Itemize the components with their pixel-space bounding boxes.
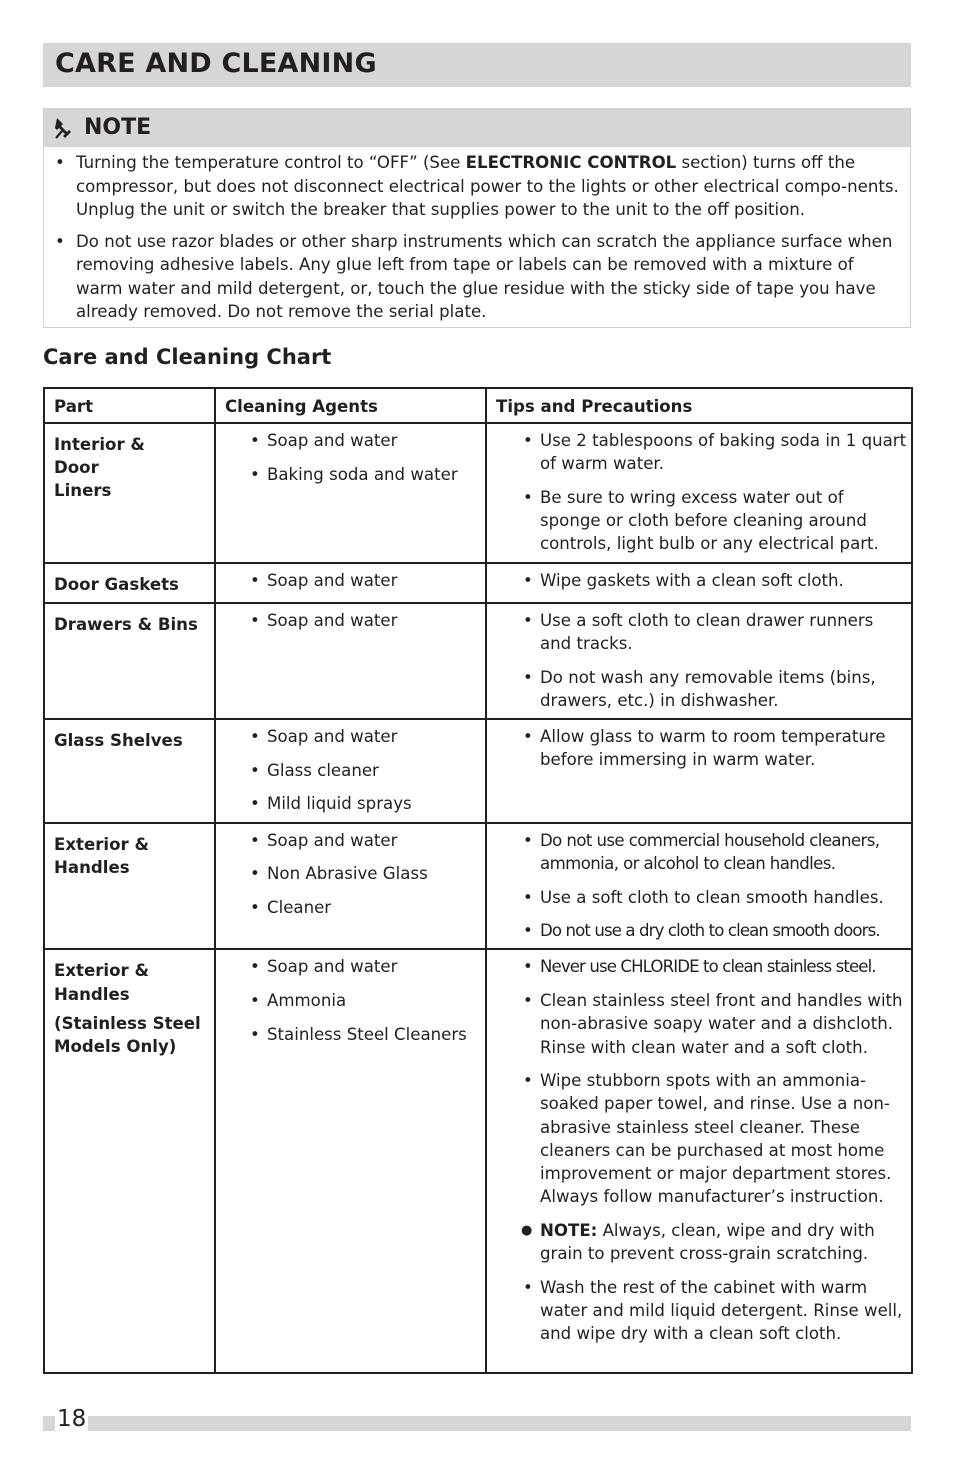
list-item: • Soap and water [245, 609, 481, 632]
table-row [44, 823, 912, 950]
table-row [44, 949, 912, 1373]
list-item: • Mild liquid sprays [245, 792, 481, 815]
list-item: ● NOTE: Always, clean, wipe and dry with grain to prevent cross-grain scratching. [518, 1219, 907, 1265]
list-item: • Wipe stubborn spots with an ammonia-soaked paper towel, and rinse. Use a non-abrasive stainless steel cleaner. These cleaners can be purchased at most home improvement or major department stores. Always follow manufacturer’s instruction. [518, 1069, 907, 1208]
list-item: • Use a soft cloth to clean drawer runners and tracks. [518, 609, 907, 655]
list-item: • Do not use a dry cloth to clean smooth doors. [518, 919, 907, 942]
agents-cell [215, 603, 486, 719]
tips-cell [486, 719, 912, 823]
list-item: • Non Abrasive Glass [245, 862, 481, 885]
list-item: • Do not wash any removable items (bins, drawers, etc.) in dishwasher. [518, 666, 907, 712]
note-header [44, 109, 910, 147]
list-item: • Baking soda and water [245, 463, 481, 486]
agents-cell [215, 823, 486, 950]
list-item: • Allow glass to warm to room temperature before immersing in warm water. [518, 725, 907, 771]
section-title-bar [43, 43, 911, 87]
table-header-row [44, 388, 912, 423]
part-cell: Drawers & Bins [44, 603, 215, 719]
pushpin-icon [54, 116, 74, 140]
list-item: • Glass cleaner [245, 759, 481, 782]
list-item: • Cleaner [245, 896, 481, 919]
page-number: 18 [57, 1406, 87, 1432]
list-item: • Use 2 tablespoons of baking soda in 1 quart of warm water. [518, 429, 907, 475]
note-item: • Do not use razor blades or other sharp instruments which can scratch the appliance surface when removing adhesive labels. Any glue left from tape or labels can be removed with a mixture of warm water and mild detergent, or, touch the glue residue with the sticky side of tape you have already removed. Do not remove the serial plate. [44, 230, 910, 324]
list-item: • Be sure to wring excess water out of sponge or cloth before cleaning around controls, light bulb or any electrical part. [518, 486, 907, 556]
part-cell: Interior & Door Liners [44, 423, 215, 563]
page-title: CARE AND CLEANING [55, 48, 377, 79]
part-cell: Exterior & Handles (Stainless Steel Models Only) [44, 949, 215, 1373]
list-item: • Never use CHLORIDE to clean stainless steel. [518, 955, 907, 978]
table-row [44, 423, 912, 563]
column-header-tips: Tips and Precautions [486, 388, 912, 423]
list-item: • Ammonia [245, 989, 481, 1012]
list-item: • Wipe gaskets with a clean soft cloth. [518, 569, 907, 592]
list-item: • Stainless Steel Cleaners [245, 1023, 481, 1046]
note-item: • Turning the temperature control to “OFF” (See ELECTRONIC CONTROL section) turns off the compressor, but does not disconnect electrical power to the lights or other electrical compo-nents. Unplug the unit or switch the breaker that supplies power to the unit to the off position. [44, 151, 910, 222]
list-item: • Do not use commercial household cleaners, ammonia, or alcohol to clean handles. [518, 829, 907, 875]
column-header-part: Part [44, 388, 215, 423]
list-item: • Soap and water [245, 569, 481, 592]
note-box [43, 108, 911, 328]
agents-cell [215, 719, 486, 823]
part-cell: Exterior & Handles [44, 823, 215, 950]
tips-cell [486, 603, 912, 719]
part-subtitle: (Stainless Steel Models Only) [54, 1013, 201, 1057]
note-list [44, 151, 910, 332]
list-item: • Soap and water [245, 725, 481, 748]
list-item: • Soap and water [245, 955, 481, 978]
chart-title: Care and Cleaning Chart [43, 345, 332, 369]
agents-cell [215, 949, 486, 1373]
list-item: • Clean stainless steel front and handles with non-abrasive soapy water and a dishcloth. Rinse with clean water and a soft cloth. [518, 989, 907, 1059]
list-item: • Use a soft cloth to clean smooth handles. [518, 886, 907, 909]
list-item: • Soap and water [245, 429, 481, 452]
agents-cell [215, 423, 486, 563]
tips-cell [486, 949, 912, 1373]
note-label: NOTE [84, 115, 152, 140]
column-header-agents: Cleaning Agents [215, 388, 486, 423]
part-cell: Door Gaskets [44, 563, 215, 603]
part-cell: Glass Shelves [44, 719, 215, 823]
care-cleaning-table [43, 387, 913, 1374]
table-row [44, 719, 912, 823]
footer-bar [43, 1416, 911, 1431]
list-item: • Soap and water [245, 829, 481, 852]
tips-cell [486, 563, 912, 603]
table-row [44, 563, 912, 603]
tips-cell [486, 423, 912, 563]
agents-cell [215, 563, 486, 603]
tips-cell [486, 823, 912, 950]
list-item: • Wash the rest of the cabinet with warm water and mild liquid detergent. Rinse well, and wipe dry with a clean soft cloth. [518, 1276, 907, 1346]
table-row [44, 603, 912, 719]
